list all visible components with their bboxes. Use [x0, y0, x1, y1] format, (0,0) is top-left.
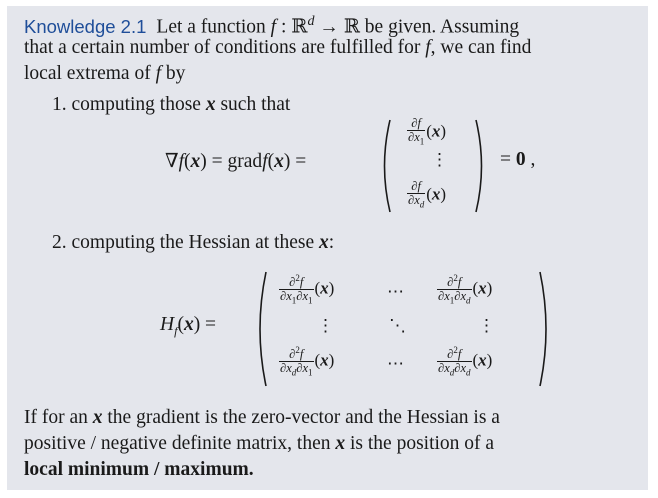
vector-right-paren	[474, 118, 488, 214]
conclusion-line-1: If for an x the gradient is the zero-vector and the Hessian is a	[24, 407, 500, 428]
hessian-entry-dd: $\frac{\partial^2f}{\partial x_d\partial x_d}$ (x)	[438, 345, 493, 378]
vector-left-paren	[378, 118, 392, 214]
hessian-cdots-top: ⋯	[387, 282, 404, 301]
hessian-vdots-left: ⋮	[317, 316, 334, 335]
conclusion-line-3: local minimum / maximum.	[24, 459, 254, 480]
intro-line-3: local extrema of f by	[24, 63, 186, 84]
hessian-entry-d1: $\frac{\partial^2f}{\partial x_d\partial x_1}$ (x)	[280, 345, 335, 378]
hessian-ddots: ⋱	[389, 316, 406, 335]
hessian-left-paren	[254, 270, 268, 388]
hessian-vdots-right: ⋮	[478, 316, 495, 335]
hessian-entry-1d: $\frac{\partial^2f}{\partial x_1\partial x_d}$ (x)	[438, 273, 493, 306]
vector-top-entry: $\frac{\partial f}{\partial x_1}$ (x)	[408, 116, 447, 147]
gradient-lhs: ∇f(x) = gradf(x) =	[165, 151, 307, 172]
hessian-cdots-bottom: ⋯	[387, 354, 404, 373]
step-1-label: 1. computing those x such that	[52, 94, 291, 115]
vector-vdots: ⋮	[431, 150, 448, 169]
hessian-right-paren	[538, 270, 552, 388]
hessian-entry-11: $\frac{\partial^2f}{\partial x_1\partial x_1}$ (x)	[280, 273, 335, 306]
gradient-rhs: = 0 ,	[500, 149, 536, 170]
hessian-lhs: $H_f(x)$ =	[160, 314, 217, 338]
knowledge-keyword: Knowledge 2.1	[24, 15, 147, 37]
intro-line-1: Knowledge 2.1 Let a function f : ℝ$^d$ → ℝ be given. Assuming	[24, 14, 520, 38]
step-2-label: 2. computing the Hessian at these x:	[52, 232, 335, 253]
vector-bottom-entry: $\frac{\partial f}{\partial x_d}$ (x)	[408, 179, 447, 210]
conclusion-line-2: positive / negative definite matrix, then x is the position of a	[24, 433, 495, 454]
intro-line-2: that a certain number of conditions are fulfilled for f, we can find	[24, 37, 532, 58]
